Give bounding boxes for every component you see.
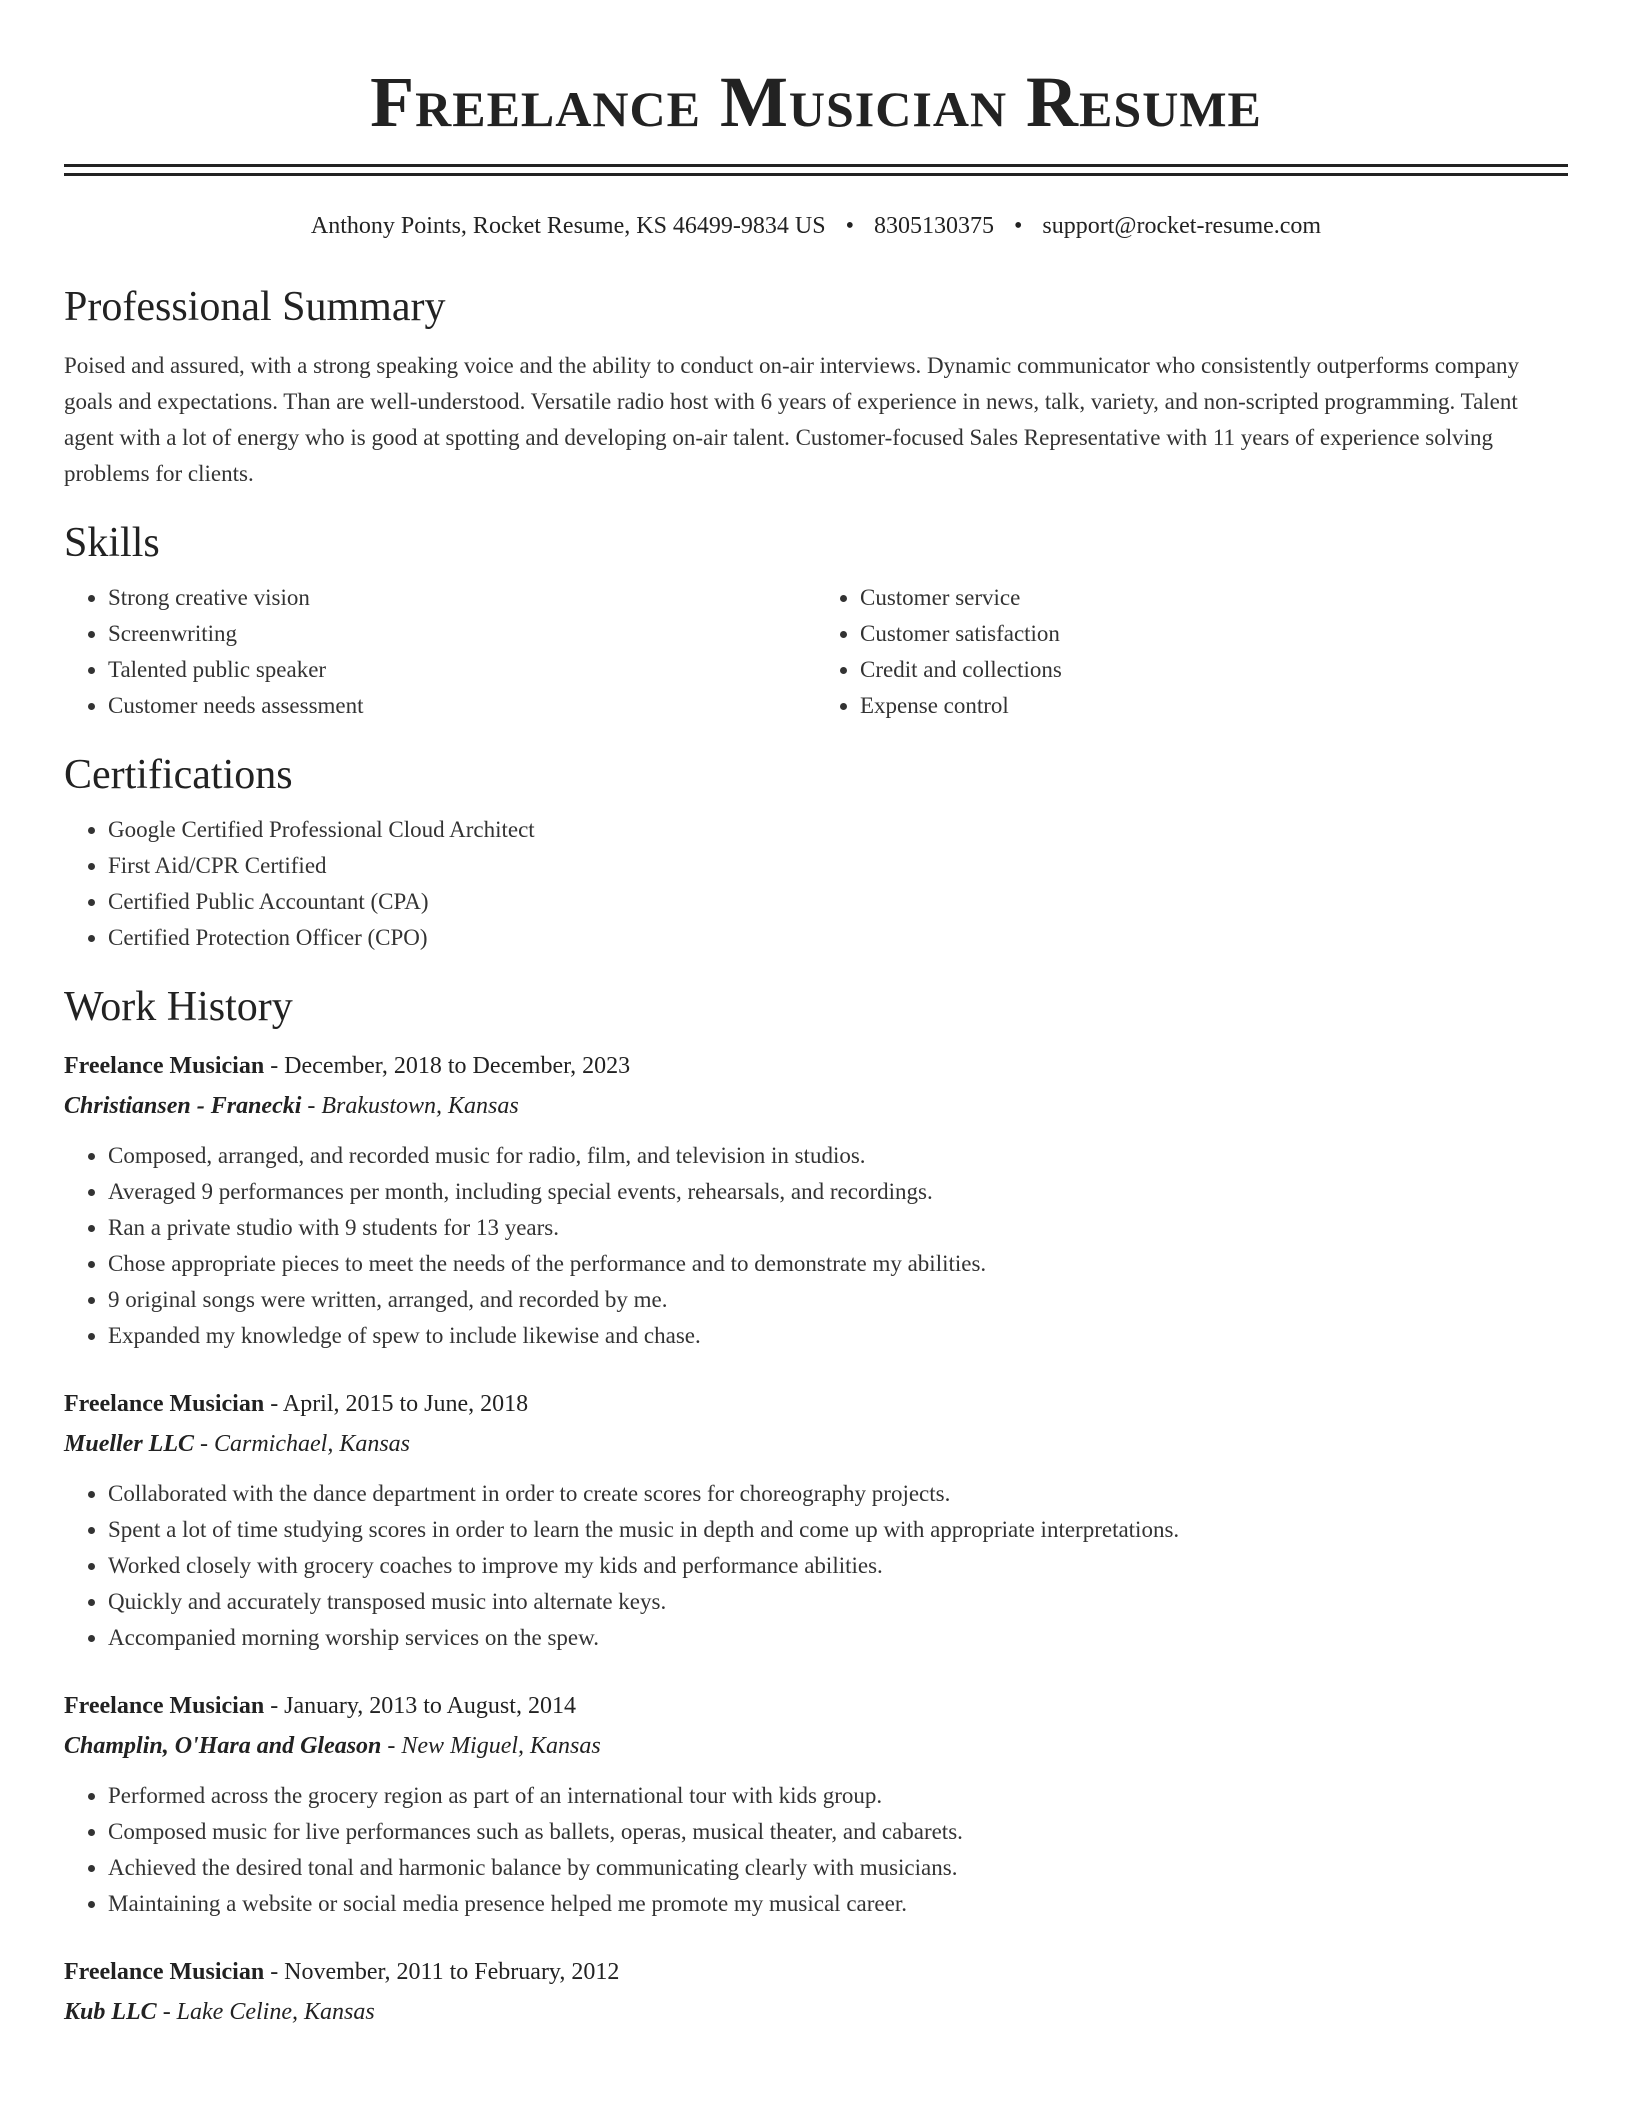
job-company: Christiansen - Franecki	[64, 1093, 302, 1119]
certification-item: • Google Certified Professional Cloud Architect	[108, 812, 1568, 848]
skill-item: • Strong creative vision	[108, 580, 816, 616]
contact-line	[64, 210, 1568, 242]
job-bullet: • Ran a private studio with 9 students for 13 years.	[108, 1210, 1568, 1246]
title-divider-bottom	[64, 173, 1568, 176]
job-bullet: • Collaborated with the dance department in order to create scores for choreography projects.	[108, 1476, 1568, 1512]
bullet-separator: •	[1014, 213, 1023, 239]
skill-item: • Customer satisfaction	[860, 616, 1568, 652]
bullet-separator: •	[845, 213, 854, 239]
skill-item: • Customer needs assessment	[108, 688, 816, 724]
job-bullets	[64, 1476, 1568, 1656]
skill-item: • Talented public speaker	[108, 652, 816, 688]
job-bullet: • Worked closely with grocery coaches to improve my kids and performance abilities.	[108, 1548, 1568, 1584]
job-company: Kub LLC	[64, 1999, 157, 2025]
resume-page	[64, 0, 1568, 2032]
job-company-line	[64, 1726, 1568, 1766]
job-bullet: • Composed music for live performances such as ballets, operas, musical theater, and cabarets.	[108, 1814, 1568, 1850]
job-bullets	[64, 1778, 1568, 1922]
skill-item: • Credit and collections	[860, 652, 1568, 688]
skills-left-list	[64, 580, 816, 724]
job-title: Freelance Musician	[64, 1391, 265, 1417]
job-bullet: • Achieved the desired tonal and harmonic balance by communicating clearly with musicians.	[108, 1850, 1568, 1886]
job-dates: - April, 2015 to June, 2018	[264, 1391, 529, 1417]
job-bullet: • Averaged 9 performances per month, including special events, rehearsals, and recordings.	[108, 1174, 1568, 1210]
job-dates: - November, 2011 to February, 2012	[264, 1959, 620, 1985]
work-history-list	[64, 1046, 1568, 2032]
summary-text: Poised and assured, with a strong speaking voice and the ability to conduct on-air interviews. Dynamic communicator who consistently outperforms company goals and expectations. Than are well-understood. Versatile radio host with 6 years of experience in news, talk, variety, and non-scripted programming. Talent agent with a lot of energy who is good at spotting and developing on-air talent. Customer-focused Sales Representative with 11 years of experience solving problems for clients.	[64, 353, 1520, 486]
job-entry	[64, 1686, 1568, 1922]
job-bullet: • 9 original songs were written, arranged, and recorded by me.	[108, 1282, 1568, 1318]
contact-address: Anthony Points, Rocket Resume, KS 46499-9834 US	[310, 213, 826, 239]
job-bullet: • Performed across the grocery region as part of an international tour with kids group.	[108, 1778, 1568, 1814]
job-company: Champlin, O'Hara and Gleason	[64, 1733, 382, 1759]
job-bullets	[64, 1138, 1568, 1354]
job-bullet: • Composed, arranged, and recorded music for radio, film, and television in studios.	[108, 1138, 1568, 1174]
certification-item: • First Aid/CPR Certified	[108, 848, 1568, 884]
title-divider-top	[64, 164, 1568, 167]
job-company-line	[64, 1424, 1568, 1464]
skills-right-list	[816, 580, 1568, 724]
contact-phone[interactable]: 8305130375	[874, 213, 994, 239]
job-location: - New Miguel, Kansas	[381, 1733, 601, 1759]
job-location: - Brakustown, Kansas	[301, 1093, 519, 1119]
job-title: Freelance Musician	[64, 1693, 265, 1719]
job-dates: - January, 2013 to August, 2014	[264, 1693, 576, 1719]
job-title-line	[64, 1952, 1568, 1992]
certifications-list	[64, 812, 1568, 956]
skill-item: • Customer service	[860, 580, 1568, 616]
job-bullet: • Chose appropriate pieces to meet the needs of the performance and to demonstrate my abilities.	[108, 1246, 1568, 1282]
skills-columns	[64, 580, 1568, 724]
skill-item: • Expense control	[860, 688, 1568, 724]
job-dates: - December, 2018 to December, 2023	[264, 1053, 631, 1079]
job-location: - Lake Celine, Kansas	[156, 1999, 375, 2025]
job-entry	[64, 1952, 1568, 2032]
certification-item: • Certified Public Accountant (CPA)	[108, 884, 1568, 920]
contact-email[interactable]: support@rocket-resume.com	[1042, 213, 1322, 239]
job-title-line	[64, 1046, 1568, 1086]
job-company-line	[64, 1086, 1568, 1126]
job-title: Freelance Musician	[64, 1959, 265, 1985]
job-bullet: • Quickly and accurately transposed music into alternate keys.	[108, 1584, 1568, 1620]
job-bullet: • Expanded my knowledge of spew to include likewise and chase.	[108, 1318, 1568, 1354]
job-location: - Carmichael, Kansas	[194, 1431, 410, 1457]
job-entry	[64, 1046, 1568, 1354]
job-entry	[64, 1384, 1568, 1656]
certification-item: • Certified Protection Officer (CPO)	[108, 920, 1568, 956]
resume-title: Freelance Musician Resume	[370, 62, 1262, 142]
job-title-line	[64, 1686, 1568, 1726]
job-title: Freelance Musician	[64, 1053, 265, 1079]
certifications-heading: Certifications	[64, 752, 293, 798]
job-bullet: • Accompanied morning worship services on the spew.	[108, 1620, 1568, 1656]
summary-heading: Professional Summary	[64, 284, 446, 330]
job-company: Mueller LLC	[64, 1431, 194, 1457]
job-bullet: • Maintaining a website or social media presence helped me promote my musical career.	[108, 1886, 1568, 1922]
job-title-line	[64, 1384, 1568, 1424]
skill-item: • Screenwriting	[108, 616, 816, 652]
job-company-line	[64, 1992, 1568, 2032]
work-history-heading: Work History	[64, 984, 293, 1030]
job-bullet: • Spent a lot of time studying scores in order to learn the music in depth and come up with appropriate interpretations.	[108, 1512, 1568, 1548]
skills-heading: Skills	[64, 520, 160, 566]
